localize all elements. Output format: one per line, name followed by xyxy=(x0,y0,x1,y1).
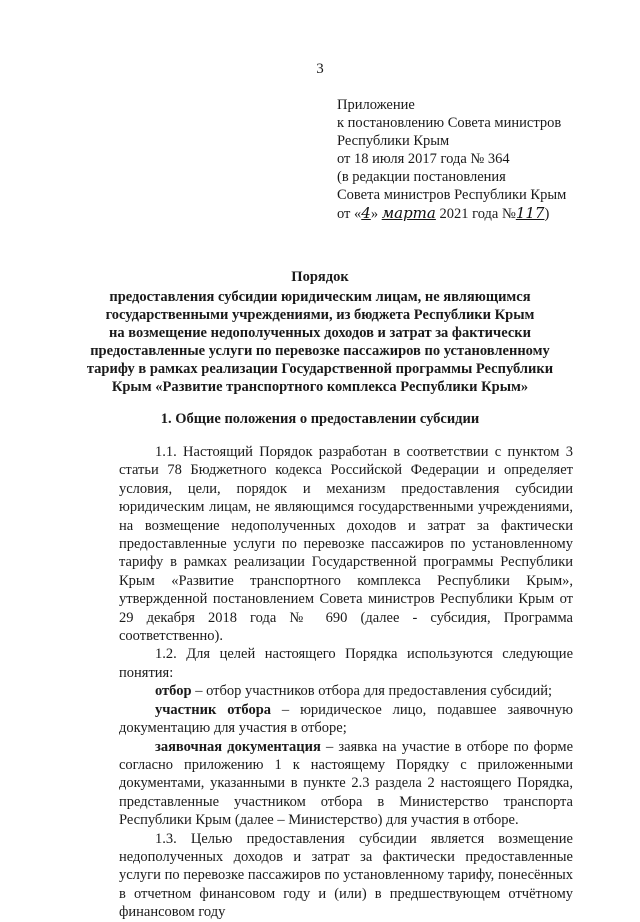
paragraph-1-2: 1.2. Для целей настоящего Порядка используются следующие понятия: xyxy=(119,646,573,681)
appendix-line: Республики Крым xyxy=(337,133,450,149)
appendix-line: Совета министров Республики Крым xyxy=(337,187,567,203)
subtitle-line: предоставленные услуги по перевозке пассажиров по установленному xyxy=(90,343,550,359)
definition-otbor xyxy=(119,682,573,700)
appendix-line: Приложение xyxy=(337,97,415,113)
subtitle-line: предоставления субсидии юридическим лицам, не являющимся xyxy=(109,289,531,305)
date-mid: » xyxy=(370,206,379,222)
appendix-date-line xyxy=(337,204,566,223)
handwritten-number: 117 xyxy=(515,204,545,222)
definition-uchastnik xyxy=(119,701,573,738)
definition-text: – отбор участников отбора для предоставления субсидий; xyxy=(191,683,553,700)
paragraph-1-1: 1.1. Настоящий Порядок разработан в соответствии с пунктом 3 статьи 78 Бюджетного кодекса Российской Федерации и определяет условия, цели, порядок и механизм предоставления субсидии юридическим лицам, не являющимся государственными учреждениями, на возмещение недополученных доходов и затрат за фактически предоставленные услуги по перевозке пассажиров по установленному тарифу в рамках реализации Государственной программы Республики Крым «Развитие транспортного комплекса Республики Крым», утвержденной постановлением Совета министров Республики Крым от 29 декабря 2018 года № 690 (далее - субсидия, Программа соответственно). xyxy=(119,444,573,645)
appendix-line: к постановлению Совета министров xyxy=(337,115,562,131)
subtitle-line: тарифу в рамках реализации Государственной программы Республики xyxy=(86,361,554,377)
appendix-line: от 18 июля 2017 года № 364 xyxy=(337,151,510,167)
definition-zayavochnaya xyxy=(119,738,573,830)
date-prefix: от « xyxy=(337,206,362,222)
paragraph-1-3: 1.3. Целью предоставления субсидии является возмещение недополученных доходов и затрат за фактически предоставленные услуги по перевозке пассажиров по установленному тарифу, понесённых в отчетном финансовом году и (или) в предшествующем отчётному финансовом году xyxy=(119,830,573,921)
document-title: Порядок xyxy=(291,269,349,285)
date-suffix: ) xyxy=(544,206,550,222)
document-subtitle xyxy=(0,288,640,396)
term-uchastnik: участник отбора xyxy=(155,701,272,718)
definition-text: – заявка на участие в отборе по форме согласно приложению 1 к настоящему Порядку с приложенными документами, указанными в пункте 2.3 раздела 2 настоящего Порядка, представленные участником отбора в Министерство транспорта Республики Крым (далее – Министерство) для участия в отборе. xyxy=(119,738,574,829)
subtitle-line: на возмещение недополученных доходов и затрат за фактически xyxy=(109,325,531,341)
page-number: 3 xyxy=(316,61,324,77)
definition-text: – юридическое лицо, подавшее заявочную документацию для участия в отборе; xyxy=(119,701,573,737)
term-zayavochnaya: заявочная документация xyxy=(155,738,321,755)
subtitle-line: государственными учреждениями, из бюджета Республики Крым xyxy=(105,307,535,323)
section-heading: 1. Общие положения о предоставлении субсидии xyxy=(160,411,480,427)
date-year: 2021 года № xyxy=(439,206,516,222)
body-text xyxy=(119,443,573,922)
appendix-line: (в редакции постановления xyxy=(337,169,506,185)
handwritten-month: марта xyxy=(381,204,436,222)
subtitle-line: Крым «Развитие транспортного комплекса Республики Крым» xyxy=(111,379,529,395)
appendix-header xyxy=(337,96,566,223)
handwritten-day: 4 xyxy=(361,204,371,222)
term-otbor: отбор xyxy=(155,683,192,700)
